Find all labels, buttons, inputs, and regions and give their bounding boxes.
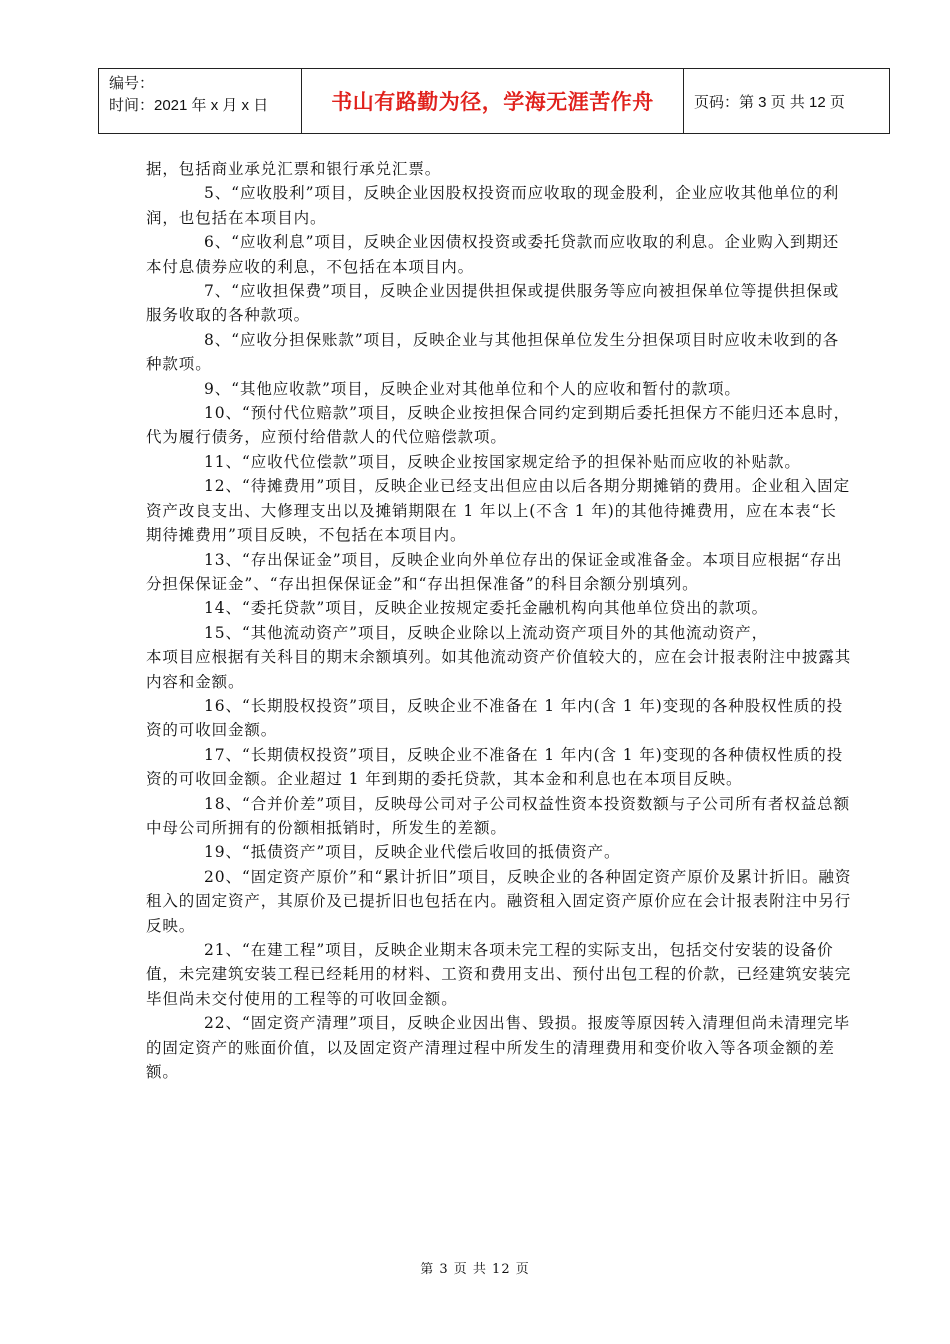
- document-date: 时间：2021 年 x 月 x 日: [109, 97, 269, 114]
- paragraph-item-19: 19、“抵债资产”项目，反映企业代偿后收回的抵债资产。: [204, 843, 621, 862]
- paragraph-item-16: 16、“长期股权投资”项目，反映企业不准备在 1 年内(含 1 年)变现的各种股权性质的投资的可收回金额。: [146, 696, 844, 740]
- page-footer: 第 3 页 共 12 页: [420, 1262, 530, 1277]
- paragraph-item-15-continued: 本项目应根据有关科目的期末余额填列。如其他流动资产价值较大的，应在会计报表附注中披露其内容和金额。: [146, 648, 852, 691]
- paragraph-item-22: 22、“固定资产清理”项目，反映企业因出售、毁损。报废等原因转入清理但尚未清理完毕的固定资产的账面价值，以及固定资产清理过程中所发生的清理费用和变价收入等各项金额的差额。: [146, 1014, 850, 1082]
- paragraph-item-21: 21、“在建工程”项目，反映企业期末各项未完工程的实际支出，包括交付安装的设备价值，未完建筑安装工程已经耗用的材料、工资和费用支出、预付出包工程的价款，已经建筑安装完毕但尚未交付使用的工程等的可收回金额。: [146, 941, 852, 1008]
- document-body: [146, 157, 852, 1084]
- header-meta: [99, 69, 302, 133]
- paragraph-continuation: 据，包括商业承兑汇票和银行承兑汇票。: [146, 160, 442, 178]
- header-motto: 书山有路勤为径，学海无涯苦作舟: [302, 69, 684, 133]
- paragraph-item-20: 20、“固定资产原价”和“累计折旧”项目，反映企业的各种固定资产原价及累计折旧。融资租入的固定资产，其原价及已提折旧也包括在内。融资租入固定资产原价应在会计报表附注中另行反映。: [146, 867, 852, 935]
- page-header: [98, 68, 890, 134]
- header-page-number: 页码：第 3 页 共 12 页: [694, 93, 845, 111]
- paragraph-item-14: 14、“委托贷款”项目，反映企业按规定委托金融机构向其他单位贷出的款项。: [204, 599, 768, 618]
- paragraph-item-6: 6、“应收利息”项目，反映企业因债权投资或委托贷款而应收取的利息。企业购入到期还本付息债券应收的利息，不包括在本项目内。: [146, 233, 840, 276]
- paragraph-item-10: 10、“预付代位赔款”项目，反映企业按担保合同约定到期后委托担保方不能归还本息时，代为履行债务，应预付给借款人的代位赔偿款项。: [146, 404, 850, 447]
- paragraph-item-8: 8、“应收分担保账款”项目，反映企业与其他担保单位发生分担保项目时应收未收到的各种款项。: [146, 330, 840, 374]
- document-number-label: 编号：: [109, 75, 155, 92]
- paragraph-item-7: 7、“应收担保费”项目，反映企业因提供担保或提供服务等应向被担保单位等提供担保或服务收取的各种款项。: [146, 282, 840, 325]
- paragraph-item-9: 9、“其他应收款”项目，反映企业对其他单位和个人的应收和暂付的款项。: [204, 379, 741, 398]
- paragraph-item-13: 13、“存出保证金”项目，反映企业向外单位存出的保证金或准备金。本项目应根据“存出分担保保证金”、“存出担保保证金”和“存出担保准备”的科目余额分别填列。: [146, 550, 843, 593]
- paragraph-item-18: 18、“合并价差”项目，反映母公司对子公司权益性资本投资数额与子公司所有者权益总额中母公司所拥有的份额相抵销时，所发生的差额。: [146, 794, 850, 837]
- paragraph-item-11: 11、“应收代位偿款”项目，反映企业按国家规定给予的担保补贴而应收的补贴款。: [204, 452, 801, 471]
- paragraph-item-12: 12、“待摊费用”项目，反映企业已经支出但应由以后各期分期摊销的费用。企业租入固定资产改良支出、大修理支出以及摊销期限在 1 年以上(不含 1 年)的其他待摊费用，应在本表“长期待摊费用”项目反映，不包括在本项目内。: [146, 477, 850, 545]
- paragraph-item-5: 5、“应收股利”项目，反映企业因股权投资而应收取的现金股利，企业应收其他单位的利润，也包括在本项目内。: [146, 184, 840, 227]
- paragraph-item-17: 17、“长期债权投资”项目，反映企业不准备在 1 年内(含 1 年)变现的各种债权性质的投资的可收回金额。企业超过 1 年到期的委托贷款，其本金和利息也在本项目反映。: [146, 745, 844, 789]
- paragraph-item-15: 15、“其他流动资产”项目，反映企业除以上流动资产项目外的其他流动资产，: [204, 623, 768, 642]
